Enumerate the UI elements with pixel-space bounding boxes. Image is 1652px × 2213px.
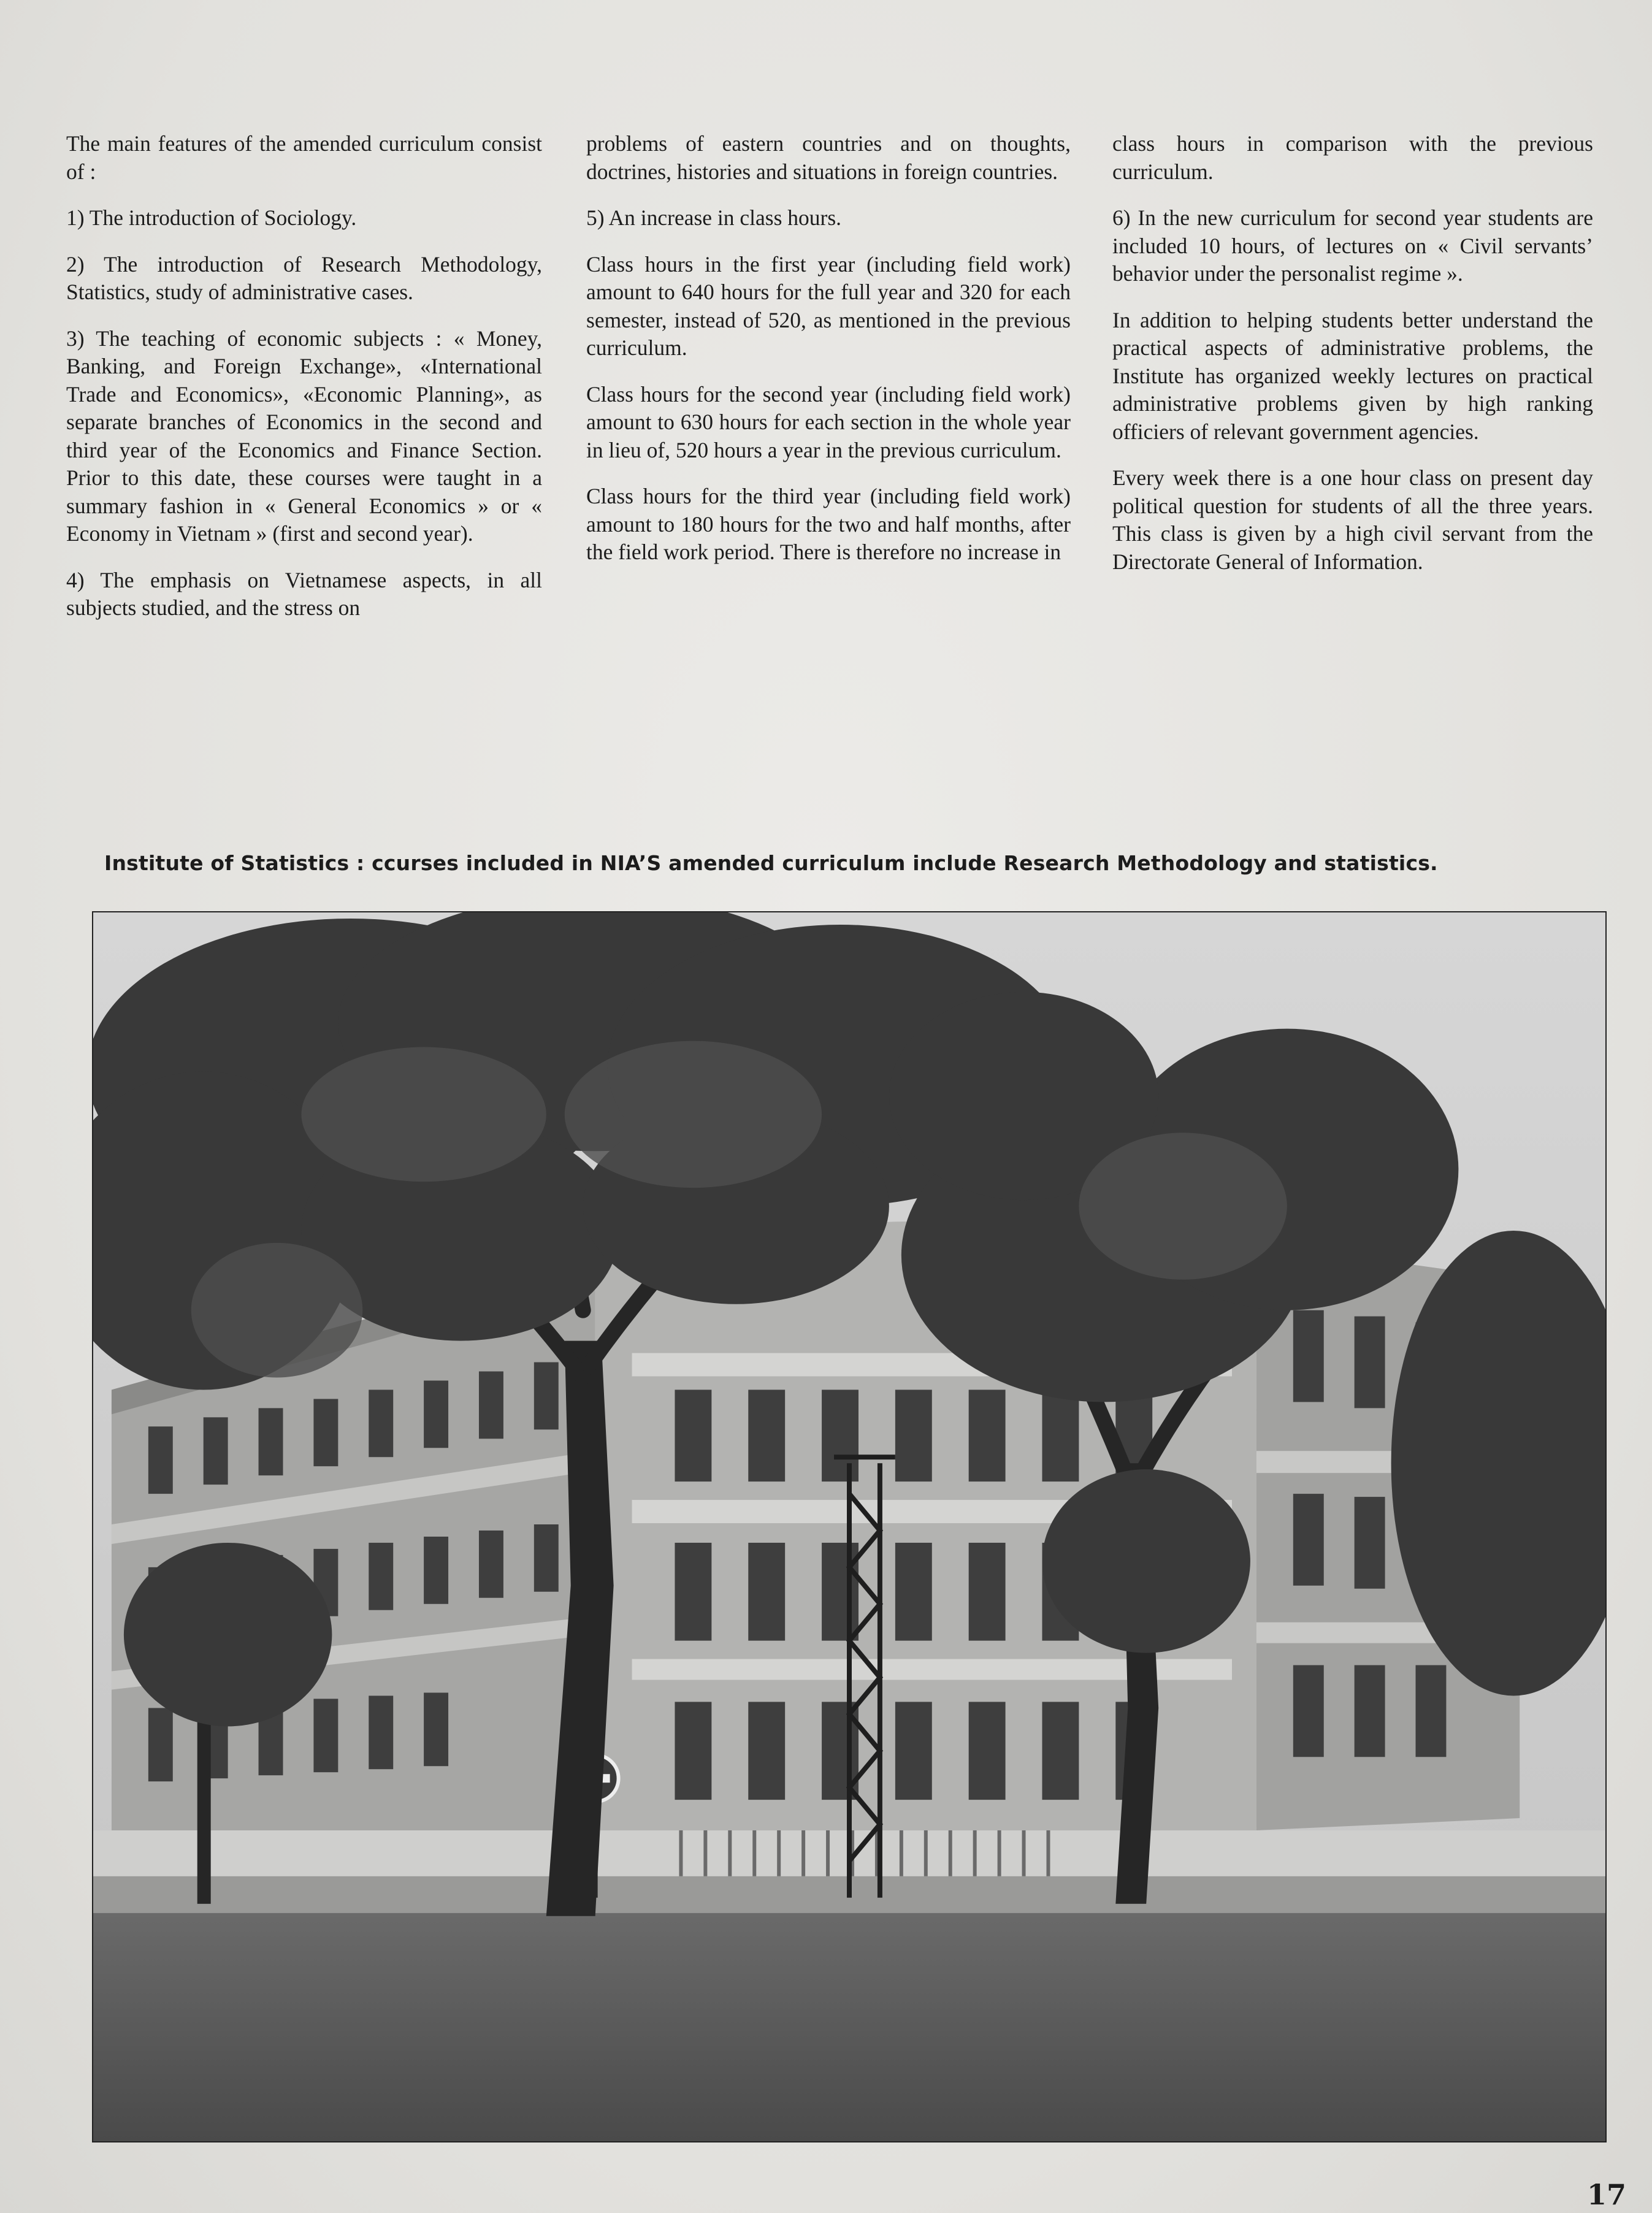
text-column-2 — [586, 130, 1071, 585]
paragraph: The main features of the amended curriculum consist of : — [66, 131, 542, 184]
paragraph: problems of eastern countries and on thoughts, doctrines, histories and situations in foreign countries. — [586, 131, 1071, 184]
paragraph: Class hours in the first year (including field work) amount to 640 hours for the full year and 320 for each semester, instead of 520, as mentioned in the previous curriculum. — [586, 251, 1071, 360]
paragraph: 2) The introduction of Research Methodology, Statistics, study of administrative cases. — [66, 251, 542, 304]
paragraph: 4) The emphasis on Vietnamese aspects, in all subjects studied, and the stress on — [66, 567, 542, 620]
paragraph: Class hours for the third year (including field work) amount to 180 hours for the two and half months, after the field work period. There is therefore no increase in — [586, 484, 1071, 564]
text-column-3 — [1112, 130, 1593, 594]
building-illustration — [93, 912, 1605, 2141]
paragraph: 5) An increase in class hours. — [586, 205, 842, 230]
photo-caption: Institute of Statistics : ccurses included in NIA’S amended curriculum include Research Methodology and statistics. — [104, 851, 1438, 875]
paragraph: 6) In the new curriculum for second year students are included 10 hours, of lectures on « Civil servants’ behavior under the personalist regime ». — [1112, 205, 1593, 286]
road — [93, 1913, 1605, 2141]
paragraph: In addition to helping students better understand the practical aspects of administrative problems, the Institute has organized weekly lectures on practical administrative problems given by high ranking officiers of relevant government agencies. — [1112, 307, 1593, 444]
paragraph: Class hours for the second year (including field work) amount to 630 hours for each section in the whole year in lieu of, 520 hours a year in the previous curriculum. — [586, 381, 1071, 462]
paragraph: Every week there is a one hour class on present day political question for students of all the three years. This class is given by a high civil servant from the Directorate General of Information. — [1112, 465, 1593, 574]
paragraph: class hours in comparison with the previous curriculum. — [1112, 131, 1593, 184]
paragraph: 3) The teaching of economic subjects : « Money, Banking, and Foreign Exchange», «International Trade and Economics», «Economic Planning», as separate branches of Economics in the second and third year of the Economics and Finance Section. Prior to this date, these courses were taught in a summary fashion in « General Economics » or « Economy in Vietnam » (first and second year). — [66, 326, 542, 546]
building-photo — [92, 911, 1607, 2142]
paragraph: 1) The introduction of Sociology. — [66, 205, 357, 230]
text-column-1 — [66, 130, 542, 641]
page-number: 17 — [1587, 2178, 1627, 2211]
